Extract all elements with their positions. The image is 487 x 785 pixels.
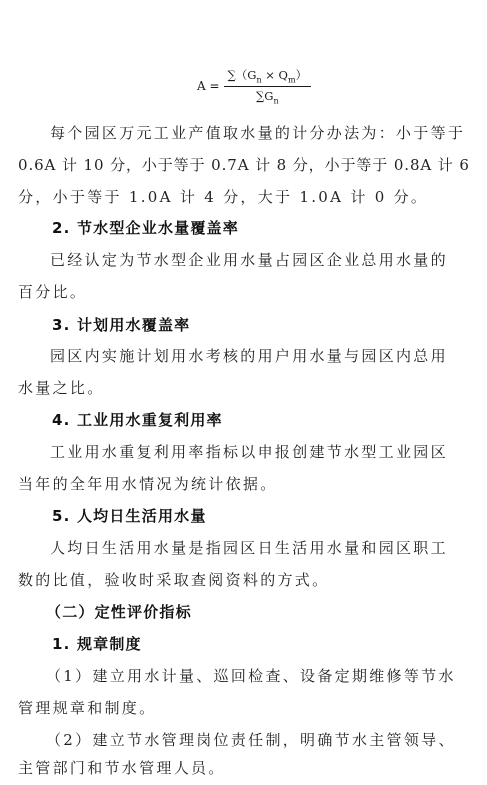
formula-numerator — [224, 67, 312, 87]
formula-fraction — [224, 67, 312, 106]
formula-a — [197, 64, 311, 108]
paragraph-line: 百分比。 — [18, 283, 88, 301]
paragraph-line: 已经认定为节水型企业用水量占园区企业总用水量的 — [50, 251, 448, 269]
formula-num-part2: × Q — [261, 67, 288, 82]
paragraph-line: 管理规章和制度。 — [18, 699, 157, 717]
paragraph-line: 数的比值，验收时采取查阅资料的方式。 — [18, 571, 330, 589]
section-heading: 1. 规章制度 — [52, 635, 142, 653]
formula-den-part: ∑G — [256, 89, 274, 103]
paragraph-line: 0.6A 计 10 分，小于等于 0.7A 计 8 分，小于等于 0.8A 计 6 — [18, 156, 470, 174]
paragraph-line: 每个园区万元工业产值取水量的计分办法为：小于等于 — [50, 124, 466, 142]
formula-den-sub: n — [273, 96, 279, 106]
section-heading: （二）定性评价指标 — [46, 603, 192, 621]
section-heading: 3. 计划用水覆盖率 — [52, 316, 191, 334]
formula-num-sub1: n — [256, 75, 262, 84]
formula-num-sub2: m — [287, 75, 296, 84]
paragraph-line: 水量之比。 — [18, 379, 105, 397]
paragraph-line: 工业用水重复利用率指标以申报创建节水型工业园区 — [50, 443, 448, 461]
section-heading: 5. 人均日生活用水量 — [52, 507, 207, 525]
paragraph-line: 主管部门和节水管理人员。 — [18, 759, 226, 777]
formula-denominator — [256, 87, 279, 105]
paragraph-line: 园区内实施计划用水考核的用户用水量与园区内总用 — [50, 347, 448, 365]
paragraph-line: （1）建立用水计量、巡回检查、设备定期维修等节水 — [46, 667, 456, 685]
paragraph-line: 分，小于等于 1.0A 计 4 分，大于 1.0A 计 0 分。 — [18, 188, 429, 206]
formula-num-part3: ） — [295, 67, 308, 82]
paragraph-line: （2）建立节水管理岗位责任制，明确节水主管领导、 — [46, 731, 456, 749]
paragraph-line: 当年的全年用水情况为统计依据。 — [18, 475, 278, 493]
section-heading: 2. 节水型企业水量覆盖率 — [52, 219, 239, 237]
paragraph-line: 人均日生活用水量是指园区日生活用水量和园区职工 — [50, 539, 448, 557]
formula-lhs: A = — [197, 79, 220, 93]
section-heading: 4. 工业用水重复利用率 — [52, 411, 223, 429]
formula-num-part1: ∑（G — [227, 67, 257, 82]
